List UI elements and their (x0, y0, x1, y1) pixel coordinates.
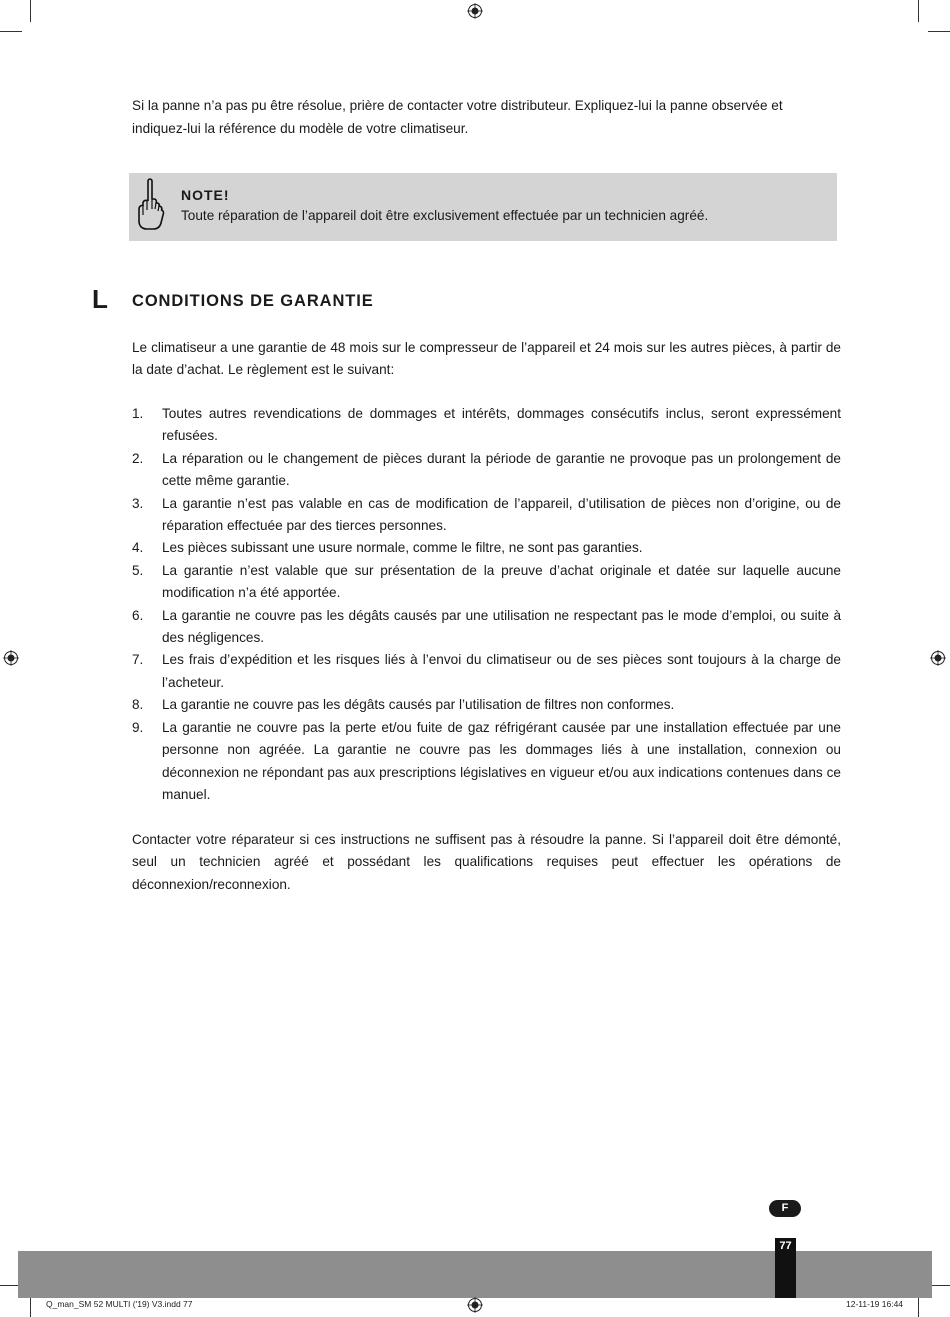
crop-mark (918, 1295, 919, 1317)
list-item-number: 9. (132, 719, 144, 735)
list-item-text: La garantie n’est valable que sur présentation de la preuve d’achat originale et datée sur laquelle aucune modification n’a été apportée. (162, 562, 841, 601)
crop-mark (918, 0, 919, 22)
slug-file-info: Q_man_SM 52 MULTI ('19) V3.indd 77 (46, 1299, 193, 1309)
pointing-hand-icon (135, 177, 167, 235)
list-item-text: Les frais d’expédition et les risques liés à l’envoi du climatiseur ou de ses pièces sont toujours à la charge de l’acheteur. (162, 652, 841, 690)
note-text: Toute réparation de l’appareil doit être exclusivement effectuée par un technicien agréé. (181, 208, 709, 223)
language-badge: F (769, 1200, 801, 1217)
slug-date: 12-11-19 16:44 (846, 1299, 904, 1309)
list-item (132, 717, 841, 807)
registration-mark-icon (467, 1297, 483, 1313)
list-item (132, 448, 841, 493)
list-item-number: 8. (132, 697, 144, 713)
list-item-number: 4. (132, 540, 144, 556)
intro-paragraph: Si la panne n’a pas pu être résolue, prière de contacter votre distributeur. Expliquez-lui la panne observée et indiquez-lui la référence du modèle de votre climatiseur. (132, 98, 783, 136)
warranty-conditions-list (132, 403, 841, 806)
list-item-text: La garantie n’est pas valable en cas de modification de l’appareil, d’utilisation de pièces non d’origine, ou de réparation effectuée par des tierces personnes. (162, 495, 841, 534)
note-title: NOTE! (181, 187, 230, 203)
list-item (132, 493, 841, 538)
list-item (132, 537, 841, 559)
crop-mark (30, 0, 31, 22)
registration-mark-icon (467, 3, 483, 19)
list-item-text: Toutes autres revendications de dommages et intérêts, dommages consécutifs inclus, seront expressément refusées. (162, 406, 841, 444)
list-item (132, 560, 841, 605)
crop-mark (928, 31, 950, 32)
list-item-number: 6. (132, 607, 144, 623)
page-number-tab (775, 1238, 796, 1298)
note-box (129, 173, 837, 241)
list-item-number: 2. (132, 450, 144, 466)
list-item-text: La garantie ne couvre pas les dégâts causés par une utilisation ne respectant pas le mode d’emploi, ou suite à des négligences. (162, 607, 841, 646)
list-item-text: La réparation ou le changement de pièces durant la période de garantie ne provoque pas un prolongement de cette même garantie. (162, 450, 841, 489)
list-item-number: 7. (132, 652, 144, 668)
registration-mark-icon (930, 650, 946, 666)
list-item-number: 3. (132, 495, 144, 511)
crop-mark (30, 1295, 31, 1317)
list-item-text: La garantie ne couvre pas les dégâts causés par l’utilisation de filtres non conformes. (162, 697, 675, 713)
list-item (132, 605, 841, 650)
list-item-number: 1. (132, 406, 144, 421)
list-item-text: Les pièces subissant une usure normale, comme le filtre, ne sont pas garanties. (162, 540, 643, 556)
section-intro-paragraph: Le climatiseur a une garantie de 48 mois sur le compresseur de l’appareil et 24 mois sur les autres pièces, à partir de la date d’achat. Le règlement est le suivant: (132, 340, 841, 378)
list-item (132, 403, 841, 448)
page-number: 77 (779, 1240, 792, 1252)
section-title: CONDITIONS DE GARANTIE (132, 292, 374, 310)
section-letter: L (92, 284, 108, 314)
section-outro-paragraph: Contacter votre réparateur si ces instructions ne suffisent pas à résoudre la panne. Si l’appareil doit être démonté, seul un technicien agréé et possédant les qualifications requises peut effectuer les opérations de déconnexion/reconnexion. (132, 832, 841, 892)
list-item-number: 5. (132, 562, 144, 578)
list-item (132, 694, 841, 716)
list-item (132, 649, 841, 694)
list-item-text: La garantie ne couvre pas la perte et/ou fuite de gaz réfrigérant causée par une installation effectuée par une personne non agréée. La garantie ne couvre pas les dommages liés à une installation, connexion ou déconnexion ne répondant pas aux prescriptions législatives en vigueur et/ou aux indications contenues dans ce manuel. (162, 719, 841, 802)
registration-mark-icon (3, 650, 19, 666)
crop-mark (0, 31, 22, 32)
